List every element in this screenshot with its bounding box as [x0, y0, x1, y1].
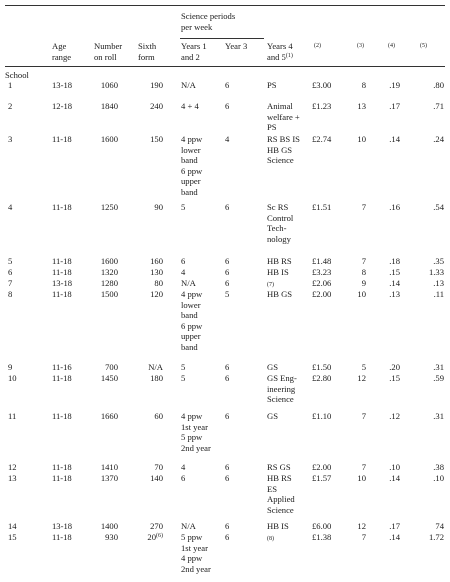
cell-no: 10	[8, 373, 17, 383]
top-rule	[5, 5, 445, 6]
cell-y3: 6	[225, 80, 230, 90]
cell-y45: RS BS IS HB GS Science	[267, 134, 300, 166]
cell-c5: .38	[433, 462, 444, 472]
cell-c2: £2.00	[312, 462, 332, 472]
cell-roll: 1410	[100, 462, 118, 472]
cell-age: 11-18	[52, 202, 72, 212]
cell-y45: GS	[267, 411, 278, 421]
cell-no: 6	[8, 267, 13, 277]
cell-no: 7	[8, 278, 13, 288]
cell-sixth: 90	[154, 202, 163, 212]
cell-c2: £6.00	[312, 521, 332, 531]
cell-roll: 1600	[100, 256, 118, 266]
cell-c5: .54	[433, 202, 444, 212]
cell-sixth: 190	[150, 80, 163, 90]
cell-age: 13-18	[52, 521, 73, 531]
cell-y12: 6	[181, 473, 186, 483]
cell-c2: £2.80	[312, 373, 332, 383]
cell-roll: 1600	[100, 134, 118, 144]
cell-c5: .13	[433, 278, 444, 288]
age-range-heading: Age range	[52, 41, 72, 62]
cell-c5: .31	[433, 411, 444, 421]
cell-no: 8	[8, 289, 13, 299]
cell-c5: .80	[433, 80, 444, 90]
cell-c3: 7	[361, 256, 366, 266]
cell-c3: 8	[361, 80, 366, 90]
cell-roll: 1450	[100, 373, 118, 383]
cell-c5: .31	[433, 362, 444, 372]
years-1-2-heading: Years 1 and 2	[181, 41, 207, 62]
cell-y3: 6	[225, 532, 230, 542]
cell-y45: Sc RS Control Tech- nology	[267, 202, 294, 244]
cell-y12: 5	[181, 362, 186, 372]
cell-sixth: 80	[154, 278, 163, 288]
cell-y45: GS Eng- ineering Science	[267, 373, 297, 405]
cell-c2: £2.00	[312, 289, 332, 299]
cell-c4: .12	[389, 411, 400, 421]
cell-y3: 6	[225, 473, 230, 483]
cell-no: 11	[8, 411, 17, 421]
cell-roll: 1250	[100, 202, 118, 212]
cell-c3: 10	[357, 134, 366, 144]
cell-age: 11-16	[52, 362, 72, 372]
cell-y45: HB RS ES Applied Science	[267, 473, 295, 515]
cell-y12: 4	[181, 462, 186, 472]
cell-c5: .71	[433, 101, 444, 111]
cell-y3: 6	[225, 462, 230, 472]
cell-c2: £1.10	[312, 411, 332, 421]
cell-no: 15	[8, 532, 17, 542]
cell-y3: 6	[225, 521, 230, 531]
cell-c4: .16	[389, 202, 400, 212]
cell-no: 14	[8, 521, 17, 531]
cell-age: 13-18	[52, 80, 73, 90]
cell-age: 11-18	[52, 267, 72, 277]
cell-no: 1	[8, 80, 13, 90]
cell-c3: 7	[361, 411, 366, 421]
cell-y3: 6	[225, 411, 230, 421]
cell-y45: HB GS	[267, 289, 293, 299]
cell-y12: 6	[181, 256, 186, 266]
col5-heading: (5)	[420, 43, 427, 49]
cell-sixth: 160	[150, 256, 163, 266]
cell-sixth: 150	[150, 134, 163, 144]
cell-c4: .13	[389, 289, 400, 299]
cell-c4: .17	[389, 521, 400, 531]
cell-c5: .24	[433, 134, 444, 144]
cell-c4: .14	[389, 473, 400, 483]
cell-y12: N/A	[181, 521, 196, 531]
cell-roll: 700	[105, 362, 118, 372]
cell-roll: 1280	[100, 278, 118, 288]
footnote-mark: (7)	[267, 282, 274, 288]
cell-roll: 930	[105, 532, 118, 542]
cell-c2: £2.06	[312, 278, 332, 288]
cell-c4: .17	[389, 101, 400, 111]
cell-c3: 9	[361, 278, 366, 288]
cell-y3: 6	[225, 373, 230, 383]
cell-y12: 5 ppw 1st year 4 ppw 2nd year	[181, 532, 211, 574]
cell-y45: PS	[267, 80, 277, 90]
cell-no: 9	[8, 362, 13, 372]
cell-age: 11-18	[52, 256, 72, 266]
number-on-roll-heading: Number on roll	[94, 41, 123, 62]
cell-c2: £3.23	[312, 267, 332, 277]
cell-age: 11-18	[52, 373, 72, 383]
cell-roll: 1370	[100, 473, 118, 483]
cell-sixth: 20$^{(6)}$	[147, 532, 163, 542]
cell-c2: £1.38	[312, 532, 332, 542]
cell-sixth: 140	[150, 473, 163, 483]
years-4-5-heading-line1: Years 4	[267, 41, 293, 51]
cell-no: 3	[8, 134, 13, 144]
cell-y12: 4 ppw lower band 6 ppw upper band	[181, 289, 203, 352]
cell-c2: £1.57	[312, 473, 332, 483]
school-heading: School	[5, 70, 29, 80]
cell-y45: HB IS (8)	[267, 521, 289, 542]
cell-c4: .18	[389, 256, 400, 266]
cell-c5: .10	[433, 473, 444, 483]
cell-c2: £3.00	[312, 80, 332, 90]
cell-y45: GS	[267, 362, 278, 372]
cell-sixth: 130	[150, 267, 163, 277]
cell-y3: 6	[225, 202, 230, 212]
cell-c3: 12	[357, 521, 366, 531]
cell-sixth: 270	[150, 521, 163, 531]
cell-no: 4	[8, 202, 13, 212]
cell-y3: 6	[225, 278, 230, 288]
cell-no: 12	[8, 462, 17, 472]
cell-c5: .35	[433, 256, 444, 266]
cell-y3: 6	[225, 362, 230, 372]
cell-y12: N/A	[181, 278, 196, 288]
cell-c5: .11	[433, 289, 444, 299]
cell-c5: 1.72	[428, 532, 444, 542]
cell-c4: .19	[389, 80, 400, 90]
cell-c4: .15	[389, 373, 400, 383]
cell-y12: 5	[181, 202, 186, 212]
cell-roll: 1840	[100, 101, 118, 111]
cell-c4: .10	[389, 462, 400, 472]
cell-age: 11-18	[52, 462, 72, 472]
cell-c2: £1.48	[312, 256, 332, 266]
cell-c2: £1.23	[312, 101, 332, 111]
cell-age: 11-18	[52, 134, 72, 144]
cell-y12: 4 ppw lower band 6 ppw upper band	[181, 134, 203, 197]
cell-roll: 1320	[100, 267, 118, 277]
years-4-5-note: (1)	[285, 52, 293, 59]
cell-y12: N/A	[181, 80, 196, 90]
cell-no: 13	[8, 473, 17, 483]
science-group-rule	[180, 38, 264, 39]
cell-c4: .14	[389, 278, 400, 288]
header-rule	[5, 66, 445, 67]
cell-c4: .20	[389, 362, 400, 372]
cell-c3: 7	[361, 532, 366, 542]
cell-c3: 8	[361, 267, 366, 277]
cell-y45: HB RS	[267, 256, 292, 266]
cell-y45: RS GS	[267, 462, 291, 472]
cell-c5: 74	[435, 521, 444, 531]
col3-heading: (3)	[357, 43, 364, 49]
cell-c3: 7	[361, 462, 366, 472]
science-periods-group-heading: Science periods per week	[181, 11, 236, 32]
cell-y12: 4	[181, 267, 186, 277]
cell-c3: 13	[357, 101, 366, 111]
col4-heading: (4)	[388, 43, 395, 49]
cell-c3: 10	[357, 289, 366, 299]
years-4-5-heading-line2: and 5$^{(1)}$	[267, 51, 293, 62]
cell-y45: Animal welfare + PS	[267, 101, 300, 133]
cell-no: 5	[8, 256, 13, 266]
cell-c2: £1.51	[312, 202, 332, 212]
cell-y12: 4 ppw 1st year 5 ppw 2nd year	[181, 411, 211, 453]
cell-sixth: 60	[154, 411, 163, 421]
cell-c3: 5	[361, 362, 366, 372]
cell-y3: 6	[225, 101, 230, 111]
cell-c4: .15	[389, 267, 400, 277]
cell-roll: 1500	[100, 289, 118, 299]
cell-c2: £2.74	[312, 134, 332, 144]
cell-sixth: 120	[150, 289, 163, 299]
cell-c4: .14	[389, 532, 400, 542]
cell-roll: 1060	[100, 80, 118, 90]
cell-y3: 4	[225, 134, 230, 144]
sixth-form-heading: Sixth form	[138, 41, 157, 62]
cell-c3: 7	[361, 202, 366, 212]
cell-c3: 12	[357, 373, 366, 383]
cell-roll: 1660	[100, 411, 118, 421]
cell-c2: £1.50	[312, 362, 332, 372]
cell-y3: 6	[225, 267, 230, 277]
cell-c5: .59	[433, 373, 444, 383]
footnote-mark: (8)	[267, 535, 274, 542]
cell-c4: .14	[389, 134, 400, 144]
col2-heading: (2)	[314, 43, 321, 49]
cell-age: 13-18	[52, 278, 73, 288]
cell-c5: 1.33	[428, 267, 444, 277]
cell-y3: 6	[225, 256, 230, 266]
year-3-heading: Year 3	[225, 41, 248, 51]
cell-sixth: N/A	[148, 362, 163, 372]
cell-c3: 10	[357, 473, 366, 483]
cell-y3: 5	[225, 289, 230, 299]
cell-sixth: 240	[150, 101, 163, 111]
cell-age: 11-18	[52, 289, 72, 299]
cell-age: 11-18	[52, 473, 72, 483]
cell-sixth: 70	[154, 462, 163, 472]
cell-y12: 5	[181, 373, 186, 383]
cell-no: 2	[8, 101, 13, 111]
cell-age: 11-18	[52, 532, 72, 542]
cell-age: 12-18	[52, 101, 73, 111]
cell-age: 11-18	[52, 411, 72, 421]
cell-y12: 4 + 4	[181, 101, 199, 111]
cell-y45: HB IS	[267, 267, 289, 277]
cell-roll: 1400	[100, 521, 118, 531]
sixth-form-note: (6)	[156, 533, 163, 539]
cell-sixth: 180	[150, 373, 163, 383]
